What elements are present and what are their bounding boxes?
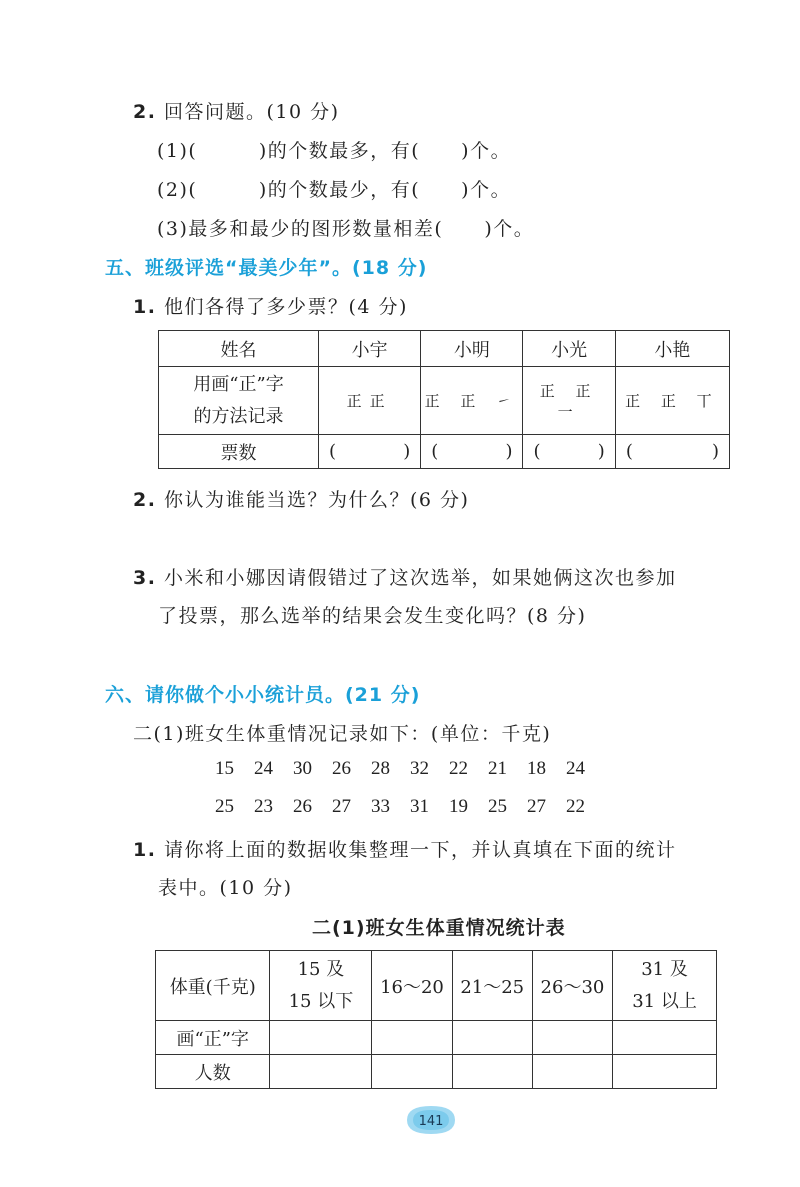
weight-data-row-1: 15 24 30 26 28 32 22 21 18 24 bbox=[215, 758, 585, 779]
s6-question-1 bbox=[133, 835, 677, 862]
q4-question-2 bbox=[133, 97, 340, 124]
tally-xiaoguang: 正 正 一 bbox=[523, 367, 615, 435]
s5-question-2 bbox=[133, 485, 469, 512]
stats-count-row bbox=[156, 1055, 717, 1089]
s5-question-1 bbox=[133, 292, 408, 319]
count-xiaoguang[interactable]: ( ) bbox=[523, 435, 615, 469]
stats-tally-row bbox=[156, 1021, 717, 1055]
question-number: 3. bbox=[133, 567, 157, 589]
weight-stats-table bbox=[155, 950, 717, 1089]
tally-label-line-1: 用画“正”字 bbox=[193, 373, 284, 395]
header-xiaoming: 小明 bbox=[421, 331, 523, 367]
question-text: 回答问题。(10 分) bbox=[164, 101, 340, 123]
question-text: 他们各得了多少票？(4 分) bbox=[164, 296, 408, 318]
count-cell[interactable] bbox=[452, 1055, 532, 1089]
question-text: 你认为谁能当选？为什么？(6 分) bbox=[164, 489, 470, 511]
tally-xiaoyu: 正正 bbox=[319, 367, 421, 435]
question-number: 2. bbox=[133, 489, 157, 511]
count-cell[interactable] bbox=[532, 1055, 612, 1089]
tally-xiaoming: 正 正 ㇀ bbox=[421, 367, 523, 435]
question-number: 1. bbox=[133, 839, 157, 861]
s5-question-3-line-2: 了投票，那么选举的结果会发生变化吗？(8 分) bbox=[158, 605, 587, 627]
stats-header-row bbox=[156, 951, 717, 1021]
tally-cell[interactable] bbox=[270, 1021, 372, 1055]
q4-sub-question-1: (1)( )的个数最多，有( )个。 bbox=[157, 140, 512, 162]
header-26-30: 26～30 bbox=[532, 951, 612, 1021]
weight-data-row-2: 25 23 26 27 33 31 19 25 27 22 bbox=[215, 796, 585, 817]
page-number-badge bbox=[403, 1100, 459, 1138]
header-name: 姓名 bbox=[159, 331, 319, 367]
header-31-above: 31 及 31 以上 bbox=[613, 951, 717, 1021]
count-cell[interactable] bbox=[270, 1055, 372, 1089]
tally-cell[interactable] bbox=[532, 1021, 612, 1055]
stats-table-title: 二(1)班女生体重情况统计表 bbox=[312, 917, 566, 939]
vote-table-header bbox=[159, 331, 730, 367]
tally-cell[interactable] bbox=[452, 1021, 532, 1055]
section-6-title: 六、请你做个小小统计员。(21 分) bbox=[105, 684, 421, 706]
page-number: 141 bbox=[418, 1114, 444, 1129]
tally-cell[interactable] bbox=[613, 1021, 717, 1055]
count-row-label: 人数 bbox=[156, 1055, 270, 1089]
s6-question-1-line-2: 表中。(10 分) bbox=[158, 877, 293, 899]
q4-sub-question-2: (2)( )的个数最少，有( )个。 bbox=[157, 179, 512, 201]
count-xiaoming[interactable]: ( ) bbox=[421, 435, 523, 469]
question-number: 1. bbox=[133, 296, 157, 318]
header-xiaoguang: 小光 bbox=[523, 331, 615, 367]
header-15-below: 15 及 15 以下 bbox=[270, 951, 372, 1021]
count-xiaoyu[interactable]: ( ) bbox=[319, 435, 421, 469]
header-xiaoyu: 小宇 bbox=[319, 331, 421, 367]
count-cell[interactable] bbox=[613, 1055, 717, 1089]
tally-label-line-2: 的方法记录 bbox=[193, 405, 284, 427]
tally-cell[interactable] bbox=[372, 1021, 452, 1055]
s5-question-3 bbox=[133, 563, 677, 590]
header-21-25: 21～25 bbox=[452, 951, 532, 1021]
vote-table-tally-row bbox=[159, 367, 730, 435]
count-xiaoyan[interactable]: ( ) bbox=[615, 435, 729, 469]
q4-sub-question-3: (3)最多和最少的图形数量相差( )个。 bbox=[157, 218, 535, 240]
tally-row-label: 画“正”字 bbox=[156, 1021, 270, 1055]
vote-table-count-row bbox=[159, 435, 730, 469]
vote-table bbox=[158, 330, 730, 469]
header-xiaoyan: 小艳 bbox=[615, 331, 729, 367]
question-number: 2. bbox=[133, 101, 157, 123]
s6-intro: 二(1)班女生体重情况记录如下：(单位：千克) bbox=[133, 723, 552, 745]
question-text-line-1: 小米和小娜因请假错过了这次选举，如果她俩这次也参加 bbox=[164, 567, 677, 589]
question-text-line-1: 请你将上面的数据收集整理一下，并认真填在下面的统计 bbox=[164, 839, 677, 861]
tally-xiaoyan: 正 正 丅 bbox=[615, 367, 729, 435]
count-cell[interactable] bbox=[372, 1055, 452, 1089]
header-16-20: 16～20 bbox=[372, 951, 452, 1021]
header-weight: 体重(千克) bbox=[156, 951, 270, 1021]
tally-row-label bbox=[159, 367, 319, 435]
section-5-title: 五、班级评选“最美少年”。(18 分) bbox=[105, 257, 428, 279]
count-row-label: 票数 bbox=[159, 435, 319, 469]
